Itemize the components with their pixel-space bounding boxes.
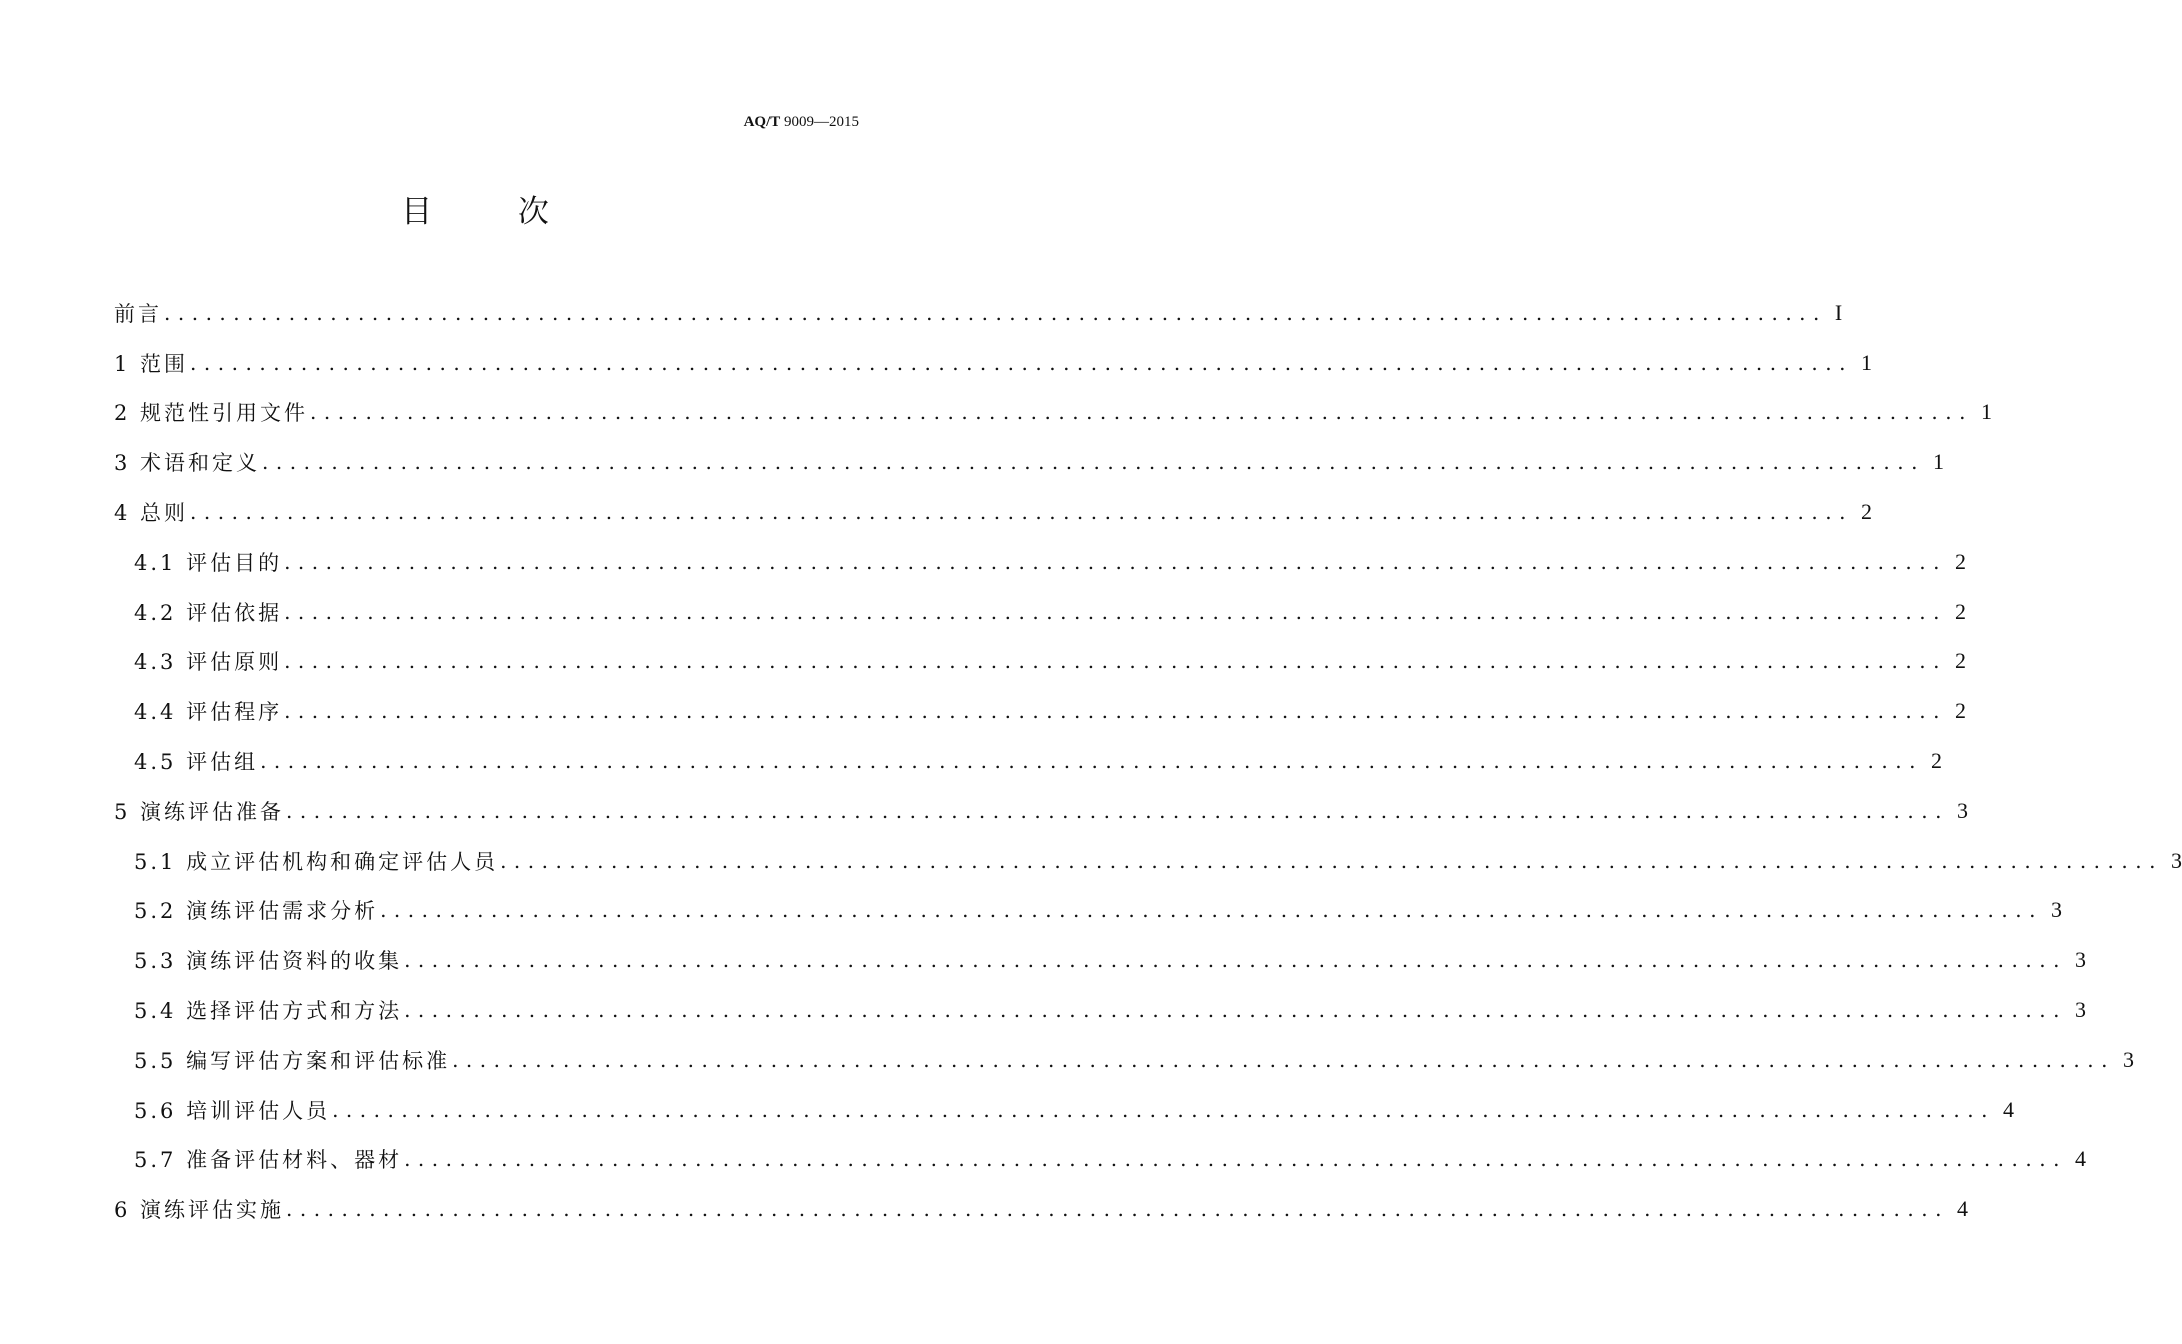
toc-entry-title: 4.4 评估程序 (134, 700, 283, 725)
toc-leader-dots: ........................................................................................................................ (284, 599, 1947, 624)
toc-leader-dots: ........................................................................................................................ (404, 998, 2067, 1023)
toc-entry[interactable] (114, 935, 2086, 985)
toc-entry[interactable] (114, 487, 1872, 537)
toc-leader-dots: ........................................................................................................................ (380, 898, 2043, 923)
toc-entry[interactable] (114, 985, 2086, 1035)
toc-entry-title: 前言 (114, 301, 162, 326)
toc-entry-page: 2 (1860, 499, 1872, 525)
toc-entry[interactable] (114, 288, 1843, 338)
toc-entry-page: 2 (1954, 698, 1966, 724)
toc-entry-title: 5.4 选择评估方式和方法 (134, 999, 403, 1024)
toc-entry-title: 4.3 评估原则 (134, 650, 283, 675)
toc-entry-title: 1 范围 (114, 351, 189, 376)
document-header (744, 114, 859, 131)
toc-entry-title: 5.7 准备评估材料、器材 (134, 1148, 403, 1173)
toc-entry[interactable] (114, 836, 2182, 886)
toc-entry-title: 5.5 编写评估方案和评估标准 (134, 1048, 451, 1073)
toc-entry-page: 2 (1954, 548, 1966, 574)
toc-entry[interactable] (114, 886, 2062, 936)
page-title: 目 次 (401, 194, 587, 230)
toc-entry-page: 1 (1860, 349, 1872, 375)
toc-entry[interactable] (114, 587, 1966, 637)
toc-entry[interactable] (114, 736, 1942, 786)
toc-leader-dots: ........................................................................................................................ (500, 848, 2163, 873)
toc-entry[interactable] (114, 1184, 1968, 1234)
toc-entry-title: 5.2 演练评估需求分析 (134, 899, 379, 924)
table-of-contents (114, 288, 2182, 1234)
toc-entry-title: 5.1 成立评估机构和确定评估人员 (134, 849, 499, 874)
toc-entry[interactable] (114, 637, 1966, 687)
toc-entry[interactable] (114, 388, 1992, 438)
toc-entry-title: 4 总则 (114, 501, 189, 526)
toc-leader-dots: ........................................................................................................................ (260, 749, 1923, 774)
toc-entry[interactable] (114, 437, 1944, 487)
toc-entry-page: 3 (2122, 1046, 2134, 1072)
toc-leader-dots: ........................................................................................................................ (284, 699, 1947, 724)
toc-leader-dots: ........................................................................................................................ (286, 798, 1949, 823)
toc-entry-title: 2 规范性引用文件 (114, 401, 309, 426)
toc-entry-page: 4 (2074, 1146, 2086, 1172)
toc-entry-page: 2 (1954, 598, 1966, 624)
toc-entry-title: 3 术语和定义 (114, 451, 261, 476)
toc-entry-page: 3 (2074, 997, 2086, 1023)
toc-entry-title: 5 演练评估准备 (114, 799, 285, 824)
toc-leader-dots: ........................................................................................................................ (286, 1197, 1949, 1222)
toc-entry-page: 2 (1930, 748, 1942, 774)
toc-entry-page: 1 (1932, 449, 1944, 475)
toc-entry-page: 3 (1956, 797, 1968, 823)
toc-leader-dots: ........................................................................................................................ (404, 1147, 2067, 1172)
toc-entry[interactable] (114, 1035, 2134, 1085)
standard-number: 9009—2015 (784, 114, 859, 130)
toc-leader-dots: ........................................................................................................................ (190, 350, 1853, 375)
toc-entry[interactable] (114, 1135, 2086, 1185)
toc-entry[interactable] (114, 786, 1968, 836)
toc-leader-dots: ........................................................................................................................ (164, 300, 1827, 325)
toc-entry[interactable] (114, 1085, 2014, 1135)
toc-leader-dots: ........................................................................................................................ (262, 450, 1925, 475)
toc-leader-dots: ........................................................................................................................ (284, 549, 1947, 574)
toc-entry-title: 4.5 评估组 (134, 750, 259, 775)
toc-entry-page: 1 (1980, 399, 1992, 425)
toc-entry-title: 4.2 评估依据 (134, 600, 283, 625)
toc-entry-page: 2 (1954, 648, 1966, 674)
toc-entry-title: 5.6 培训评估人员 (134, 1098, 331, 1123)
toc-entry-page: 4 (2002, 1096, 2014, 1122)
toc-entry-page: 4 (1956, 1196, 1968, 1222)
standard-code: AQ/T (743, 114, 781, 130)
toc-entry-title: 5.3 演练评估资料的收集 (134, 949, 403, 974)
toc-leader-dots: ........................................................................................................................ (284, 649, 1947, 674)
toc-leader-dots: ........................................................................................................................ (332, 1097, 1995, 1122)
toc-entry-title: 6 演练评估实施 (114, 1198, 285, 1223)
toc-entry[interactable] (114, 686, 1966, 736)
toc-entry[interactable] (114, 537, 1966, 587)
toc-entry[interactable] (114, 338, 1872, 388)
toc-entry-title: 4.1 评估目的 (134, 550, 283, 575)
toc-entry-page: I (1834, 299, 1843, 325)
toc-entry-page: 3 (2074, 947, 2086, 973)
toc-leader-dots: ........................................................................................................................ (404, 948, 2067, 973)
toc-leader-dots: ........................................................................................................................ (190, 500, 1853, 525)
toc-entry-page: 3 (2170, 847, 2182, 873)
toc-leader-dots: ........................................................................................................................ (452, 1047, 2115, 1072)
toc-entry-page: 3 (2050, 897, 2062, 923)
toc-leader-dots: ........................................................................................................................ (310, 400, 1973, 425)
